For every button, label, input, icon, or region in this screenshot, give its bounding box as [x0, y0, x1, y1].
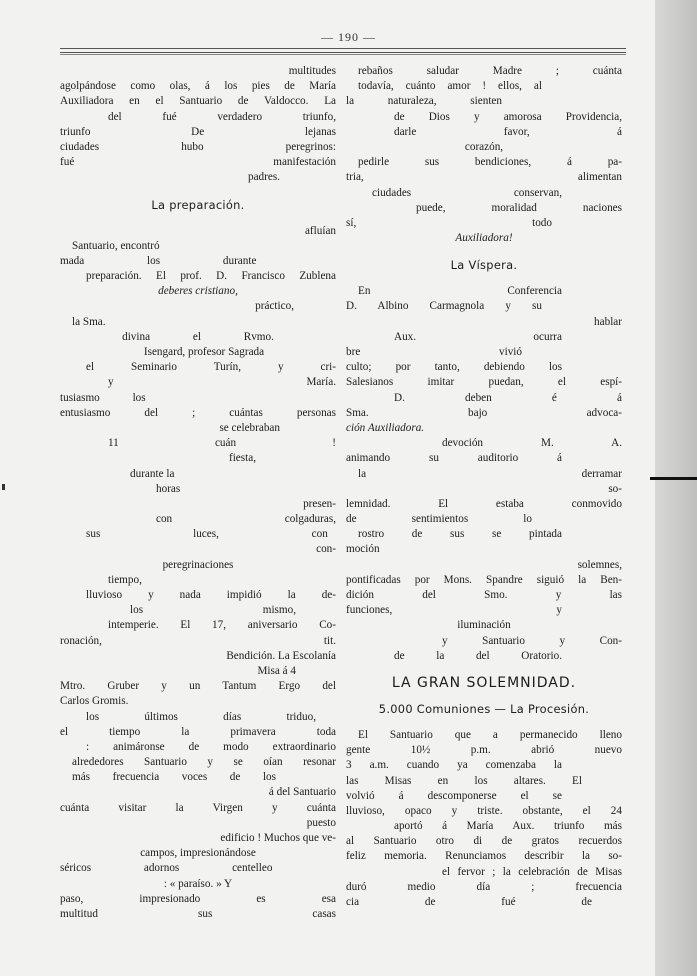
text-line: Bendición. La Escolanía [226, 649, 336, 662]
text-line: durante la [130, 467, 175, 480]
scan-edge-mark [650, 477, 697, 480]
text-line: puesto [306, 816, 336, 829]
text-line: tria, alimentan [346, 171, 622, 184]
text-line: bre vivió [346, 346, 522, 358]
text-line: triunfo De lejanas [60, 125, 336, 138]
text-line: rebaños saludar Madre ; cuánta [358, 65, 622, 77]
text-line: todavía, cuánto amor ! ellos, al [358, 80, 542, 93]
text-line: paso, impresionado es esa [60, 892, 336, 905]
text-line: lluvioso y nada impidió la de- [86, 589, 336, 601]
text-line: cia de fué de [346, 896, 592, 908]
text-line: deberes cristiano, [158, 285, 238, 298]
page-number: — 190 — [321, 30, 376, 44]
text-line: de Dios y amorosa Providencia, [394, 110, 622, 123]
text-line: sí, todo [346, 216, 552, 229]
text-line: práctico, [255, 300, 294, 313]
text-line: : « paraíso. » Y [163, 877, 233, 890]
text-line: puede, moralidad naciones [416, 201, 622, 214]
text-line: 3 a.m. cuando ya comenzaba la [346, 759, 562, 772]
text-line: tusiasmo los [60, 391, 146, 404]
text-line: tiempo, [108, 573, 142, 586]
section-heading-vispera: La Víspera. [450, 258, 518, 273]
text-line: con- [316, 543, 336, 556]
text-line: animando su auditorio á [346, 452, 562, 465]
section-heading-preparacion: La preparación. [151, 197, 245, 212]
text-line: Aux. ocurra [394, 330, 562, 343]
text-line: campos, impresionándose [140, 847, 256, 860]
text-line: y Santuario y Con- [442, 634, 622, 647]
text-line: la derramar [358, 467, 622, 480]
text-line: ciudades hubo peregrinos: [60, 140, 336, 153]
text-line: devoción M. A. [442, 437, 622, 450]
text-line: séricos adornos centelleo [60, 862, 273, 875]
text-line: culto; por tanto, debiendo los [346, 361, 562, 374]
text-line: El Santuario que a permanecido lleno [358, 728, 622, 741]
text-line: aportó á María Aux. triunfo más [394, 820, 622, 833]
text-line: el fervor ; la celebración de Misas [442, 865, 622, 878]
header-rule [60, 54, 626, 55]
text-line: fué manifestación [60, 156, 336, 169]
text-line: preparación. El prof. D. Francisco Zublena [86, 270, 336, 283]
text-line: el tiempo la primavera toda [60, 725, 336, 738]
text-line: funciones, y [346, 604, 562, 617]
text-line: con colgaduras, [156, 513, 336, 526]
text-line: se celebraban [219, 421, 280, 434]
text-line: hablar [594, 315, 622, 328]
text-line: Salesianos imitar puedan, el espí- [346, 376, 622, 389]
text-line: intemperie. El 17, aniversario Co- [108, 619, 336, 632]
text-line: pedirle sus bendiciones, á pa- [358, 156, 622, 169]
text-line: Mtro. Gruber y un Tantum Ergo del [60, 680, 336, 693]
left-column [60, 64, 336, 922]
text-line: rostro de sus se pintada [358, 528, 562, 541]
text-line: alrededores Santuario y se oían resonar [72, 756, 336, 769]
text-line: al Santuario otro di de gratos recuerdos [346, 835, 622, 848]
text-line: iluminación [457, 619, 511, 632]
scan-shadow [655, 0, 697, 976]
text-line: peregrinaciones [162, 558, 234, 571]
text-line: ciudades conservan, [372, 186, 562, 199]
text-line: Sma. bajo advoca- [346, 406, 622, 419]
text-line: del fué verdadero triunfo, [108, 110, 336, 123]
text-line: Auxiliadora en el Santuario de Valdocco. La [60, 95, 336, 108]
scan-left-mark [2, 484, 5, 490]
text-line: entusiasmo del ; cuántas personas [60, 406, 336, 419]
text-line: padres. [248, 171, 280, 184]
text-line: lluvioso, opaco y triste. obstante, el 24 [346, 804, 622, 817]
text-line: so- [608, 482, 622, 495]
text-line: multitud sus casas [60, 907, 336, 920]
text-line: D. Albino Carmagnola y su [346, 300, 542, 313]
text-line: la Sma. [72, 315, 106, 328]
text-line: presen- [303, 497, 336, 510]
text-line: la naturaleza, sienten [346, 95, 502, 108]
text-line: multitudes [288, 65, 336, 77]
text-line: de la del Oratorio. [394, 649, 562, 662]
text-line: el Seminario Turín, y cri- [86, 361, 336, 374]
text-line: : animáronse de modo extraordinario [86, 740, 336, 753]
text-line: afluían [304, 224, 336, 237]
text-line: horas [156, 482, 181, 495]
section-subheading-comuniones: 5.000 Comuniones — La Procesión. [378, 701, 590, 716]
text-line: de sentimientos lo [346, 513, 532, 526]
text-line: ción Auxiliadora. [346, 421, 425, 434]
section-heading-solemnidad: LA GRAN SOLEMNIDAD. [391, 674, 577, 691]
right-column [346, 64, 622, 910]
text-line: más frecuencia voces de los [72, 771, 276, 784]
text-line: gente 10½ p.m. abrió nuevo [346, 744, 622, 757]
text-line: á del Santuario [268, 786, 336, 799]
text-line: edificio ! Muchos que ve- [220, 832, 336, 844]
text-line: divina el Rvmo. [122, 330, 274, 343]
text-line: cuánta visitar la Virgen y cuánta [60, 801, 336, 814]
text-line: 11 cuán ! [108, 437, 336, 450]
text-line: feliz memoria. Renunciamos describir la so- [346, 850, 622, 863]
text-line: volvió á descomponerse el se [346, 789, 562, 802]
text-line: los mismo, [130, 604, 296, 617]
text-line: dición del Smo. y las [346, 589, 622, 601]
text-line: En Conferencia [358, 285, 562, 298]
text-line: Auxiliadora! [455, 232, 513, 245]
text-line: los últimos días triduo, [86, 710, 316, 723]
text-line: solemnes, [577, 558, 622, 571]
text-line: las Misas en los altares. El [346, 774, 582, 787]
text-line: y María. [108, 376, 336, 389]
text-line: ronación, tit. [60, 634, 336, 647]
text-line: sus luces, con [86, 528, 328, 541]
text-line: D. deben é á [394, 391, 622, 404]
text-line: Carlos Gromis. [60, 695, 129, 708]
text-line: pontificadas por Mons. Spandre siguió la Ben- [346, 573, 622, 586]
text-line: Misa á 4 [257, 664, 296, 677]
text-line: agolpándose como olas, á los pies de María [60, 80, 336, 93]
header-double-rule [60, 48, 626, 53]
text-line: lemnidad. El estaba conmovido [346, 497, 622, 510]
text-line: moción [346, 543, 380, 556]
text-line: Isengard, profesor Sagrada [143, 346, 265, 358]
text-line: darle favor, á [394, 125, 622, 138]
text-line: mada los durante [60, 254, 257, 267]
text-line: fiesta, [228, 452, 256, 465]
text-line: corazón, [464, 140, 504, 153]
text-line: duró medio día ; frecuencia [346, 880, 622, 893]
text-line: Santuario, encontró [72, 239, 160, 252]
